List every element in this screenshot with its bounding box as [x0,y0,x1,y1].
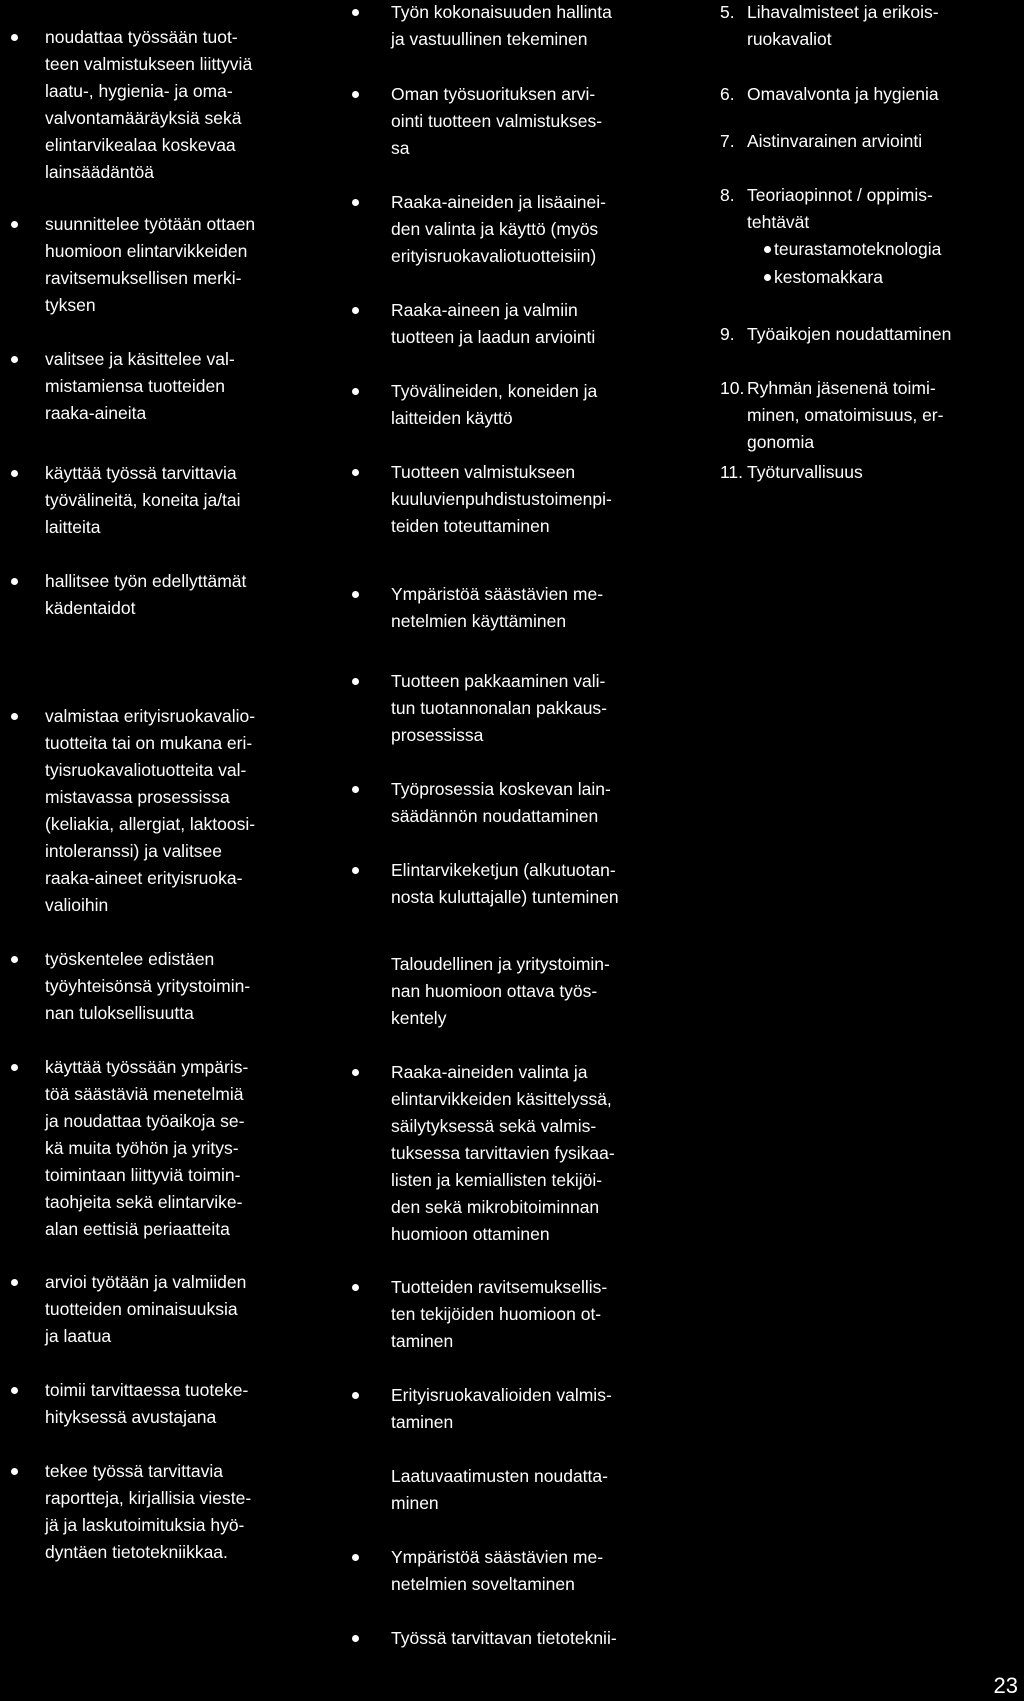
list-item-text: Tuotteen pakkaaminen vali- tun tuotannonalan pakkaus- prosessissa [391,671,607,745]
list-item-text: Laatuvaatimusten noudatta- minen [391,1466,608,1513]
list-item-text: Tuotteiden ravitsemuksellis- ten tekijöiden huomioon ot- taminen [391,1277,608,1351]
bullet-icon [352,1392,359,1399]
numbered-item [720,321,951,348]
list-item-text: Työprosessia koskevan lain- säädännön noudattaminen [391,779,611,826]
item-number: 11. [720,462,744,482]
list-item-text: noudattaa työssään tuot- teen valmistukseen liittyviä laatu-, hygienia- ja oma- valvontamääräyksiä sekä elintarvikealaa koskevaa lainsäädäntöä [45,27,253,182]
list-item [345,1274,607,1355]
item-number: 6. [720,84,735,104]
bullet-icon [11,470,18,477]
bullet-icon [11,1279,18,1286]
bullet-icon [11,1387,18,1394]
item-number: 10. [720,378,745,398]
list-item [345,1382,612,1436]
bullet-icon [11,1064,18,1071]
list-item [0,460,241,541]
bullet-icon [352,1069,359,1076]
bullet-icon [352,469,359,476]
bullet-icon [352,786,359,793]
list-item [345,189,606,270]
item-text: Työturvallisuus [747,462,863,482]
bullet-icon [352,1554,359,1561]
list-item-text: Ympäristöä säästävien me- netelmien käyttäminen [391,584,604,631]
list-item-text: Raaka-aineiden ja lisäainei- den valinta ja käyttö (myös erityisruokavaliotuotteisiin) [391,192,606,266]
list-item-text: toimii tarvittaessa tuoteke- hityksessä avustajana [45,1380,249,1427]
list-item-text: Oman työsuorituksen arvi- ointi tuotteen valmistukses- sa [391,84,603,158]
numbered-item [720,182,933,236]
item-text: Lihavalmisteet ja erikois- ruokavaliot [747,2,939,49]
numbered-item [720,81,939,108]
list-item [345,581,603,635]
item-text: Omavalvonta ja hygienia [747,84,939,104]
bullet-icon [764,274,771,281]
bullet-icon [352,9,359,16]
numbered-item [720,128,922,155]
bullet-icon [352,199,359,206]
bullet-icon [11,221,18,228]
bullet-icon [352,307,359,314]
list-item [0,1458,251,1566]
sub-item-text: kestomakkara [774,267,883,287]
list-item-text: työskentelee edistäen työyhteisönsä yritystoimin- nan tuloksellisuutta [45,949,251,1023]
numbered-item [720,375,943,456]
list-item [345,857,619,911]
bullet-icon [352,1284,359,1291]
item-number: 7. [720,131,735,151]
numbered-item [720,0,939,53]
list-item-text: valmistaa erityisruokavalio- tuotteita tai on mukana eri- tyisruokavaliotuotteita val- mistavassa prosessissa (keliakia, allergiat, laktoosi- intoleranssi) ja valitsee raaka-aineet erityisruoka- valioihin [45,706,256,915]
list-item [345,81,602,162]
bullet-icon [11,956,18,963]
list-item [345,776,611,830]
bullet-icon [352,678,359,685]
page-number: 23 [993,1673,1018,1698]
sub-list-item [747,264,883,291]
list-item [0,1269,246,1350]
bullet-icon [11,578,18,585]
list-item [0,946,250,1027]
list-item [345,1625,617,1652]
bullet-icon [764,246,771,253]
list-item-text: Raaka-aineiden valinta ja elintarvikkeiden käsittelyssä, säilytyksessä sekä valmis- tuksessa tarvittavien fysikaa- listen ja kemiallisten tekijöi- den sekä mikrobitoiminnan huomioon ottaminen [391,1062,615,1244]
bullet-icon [352,591,359,598]
bullet-icon [11,356,18,363]
bullet-icon [352,1635,359,1642]
list-item-text: arvioi työtään ja valmiiden tuotteiden ominaisuuksia ja laatua [45,1272,247,1346]
list-item [345,1059,615,1248]
list-item [0,211,255,319]
list-item [345,459,612,540]
list-item-text: tekee työssä tarvittavia raportteja, kirjallisia vieste- jä ja laskutoimituksia hyö- dyntäen tietotekniikkaa. [45,1461,252,1562]
list-item-text: valitsee ja käsittelee val- mistamiensa tuotteiden raaka-aineita [45,349,235,423]
list-item-text: Ympäristöä säästävien me- netelmien soveltaminen [391,1547,604,1594]
list-item [0,346,235,427]
list-item [345,297,595,351]
item-text: Teoriaopinnot / oppimis- tehtävät [747,185,933,232]
item-number: 8. [720,185,735,205]
list-item [0,568,246,622]
bullet-icon [352,867,359,874]
list-item [0,1377,248,1431]
list-item-text: hallitsee työn edellyttämät kädentaidot [45,571,247,618]
list-item [345,951,610,1032]
item-number: 5. [720,2,735,22]
list-item-text: suunnittelee työtään ottaen huomioon elintarvikkeiden ravitsemuksellisen merki- tyksen [45,214,256,315]
list-item [0,1054,248,1243]
list-item-text: Taloudellinen ja yritystoimin- nan huomioon ottava työs- kentely [391,954,610,1028]
list-item-text: Työn kokonaisuuden hallinta ja vastuullinen tekeminen [391,2,612,49]
list-item [345,1544,603,1598]
sub-list-item [747,236,941,263]
bullet-icon [11,713,18,720]
list-item [345,1463,608,1517]
numbered-item [720,459,863,486]
sub-item-text: teurastamoteknologia [774,239,942,259]
list-item-text: Elintarvikeketjun (alkutuotan- nosta kuluttajalle) tunteminen [391,860,619,907]
list-item [0,24,252,186]
list-item-text: Raaka-aineen ja valmiin tuotteen ja laadun arviointi [391,300,596,347]
list-item [345,378,597,432]
item-text: Ryhmän jäsenenä toimi- minen, omatoimisuus, er- gonomia [747,378,944,452]
list-item-text: käyttää työssä tarvittavia työvälineitä, koneita ja/tai laitteita [45,463,241,537]
list-item-text: Työvälineiden, koneiden ja laitteiden käyttö [391,381,598,428]
list-item [345,668,607,749]
list-item-text: Tuotteen valmistukseen kuuluvienpuhdistustoimenpi- teiden toteuttaminen [391,462,612,536]
list-item-text: Työssä tarvittavan tietotekniі- [391,1628,617,1648]
bullet-icon [11,34,18,41]
list-item-text: käyttää työssään ympäris- töä säästäviä menetelmiä ja noudattaa työaikoja se- kä muita työhön ja yritys- toimintaan liittyviä toimin- taohjeita sekä elintarvike- alan eettisiä periaatteita [45,1057,249,1239]
item-text: Työaikojen noudattaminen [747,324,952,344]
list-item-text: Erityisruokavalioiden valmis- taminen [391,1385,612,1432]
list-item [345,0,612,53]
list-item [0,703,255,919]
bullet-icon [11,1468,18,1475]
bullet-icon [352,91,359,98]
bullet-icon [352,388,359,395]
item-number: 9. [720,324,735,344]
item-text: Aistinvarainen arviointi [747,131,923,151]
